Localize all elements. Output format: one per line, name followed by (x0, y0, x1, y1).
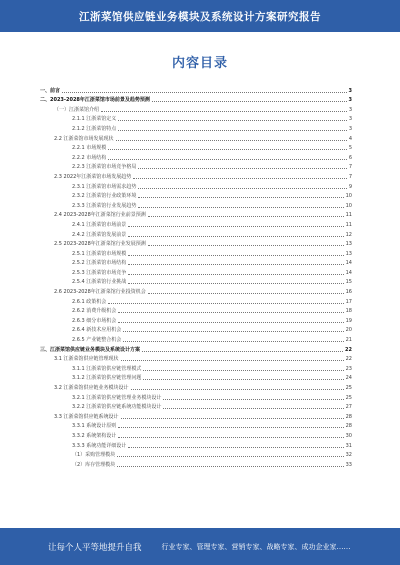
toc-leader-dots (138, 168, 346, 169)
toc-leader-dots (143, 379, 343, 380)
toc-entry-page: 33 (345, 461, 352, 468)
toc-entry[interactable] (40, 276, 352, 286)
toc-leader-dots (128, 447, 343, 448)
toc-entry[interactable] (40, 391, 352, 401)
toc-entry-label: （2）库存管理模块 (72, 461, 116, 468)
toc-entry-page: 27 (345, 404, 352, 411)
toc-leader-dots (128, 255, 343, 256)
toc-leader-dots (138, 197, 343, 198)
toc-leader-dots (118, 130, 347, 131)
toc-entry-label: 2.3.3 江浙菜馆行业发展趋势 (72, 202, 137, 209)
toc-entry-label: 3.1.1 江浙菜馆供应链管理模式 (72, 365, 142, 372)
toc-entry-label: 2.4.1 江浙菜馆市场前景 (72, 221, 127, 228)
toc-entry-label: 3.2 江浙菜馆供应链业务模块设计 (54, 385, 129, 391)
toc-entry-page: 20 (345, 327, 352, 334)
toc-entry[interactable] (40, 94, 352, 104)
toc-entry-page: 4 (348, 135, 352, 142)
toc-entry-page: 25 (345, 394, 352, 401)
toc-entry[interactable] (40, 84, 352, 94)
toc-leader-dots (138, 188, 346, 189)
toc-leader-dots (163, 408, 343, 409)
toc-entry-label: 2.2.1 市场规模 (72, 145, 107, 152)
toc-entry[interactable] (40, 295, 352, 305)
toc-entry[interactable] (40, 362, 352, 372)
toc-entry-page: 13 (345, 250, 352, 257)
toc-entry-label: 2.5.4 江浙菜馆行业挑战 (72, 279, 127, 286)
toc-heading: 内容目录 (171, 56, 228, 71)
toc-entry[interactable] (40, 247, 352, 257)
toc-leader-dots (101, 111, 347, 112)
toc-leader-dots (62, 92, 347, 93)
toc-entry-label: 2.6.3 细分市场机会 (72, 317, 117, 324)
toc-entry-page: 3 (348, 97, 352, 104)
toc-entry-page: 25 (345, 385, 352, 391)
toc-entry[interactable] (40, 170, 352, 180)
toc-entry[interactable] (40, 333, 352, 343)
toc-entry[interactable] (40, 439, 352, 449)
toc-entry-label: 二、2023-2028年江浙菜馆市场前景及趋势预测 (40, 97, 150, 104)
toc-entry[interactable] (40, 324, 352, 334)
toc-entry-label: 2.1.1 江浙菜馆定义 (72, 116, 117, 123)
toc-entry[interactable] (40, 122, 352, 132)
toc-entry-page: 13 (345, 241, 352, 248)
toc-leader-dots (123, 341, 343, 342)
toc-entry-page: 11 (345, 221, 352, 228)
header-banner (0, 0, 400, 32)
toc-entry[interactable] (40, 161, 352, 171)
toc-entry[interactable] (40, 142, 352, 152)
toc-leader-dots (148, 293, 344, 294)
toc-entry-page: 32 (345, 452, 352, 459)
toc-entry-page: 12 (345, 231, 352, 238)
toc-leader-dots (142, 351, 343, 352)
toc-entry-page: 9 (348, 183, 352, 190)
toc-entry-label: 2.6.4 新技术应用机会 (72, 327, 122, 334)
toc-entry[interactable] (40, 381, 352, 391)
toc-leader-dots (118, 322, 343, 323)
toc-leader-dots (163, 399, 343, 400)
toc-leader-dots (138, 207, 343, 208)
toc-entry-label: 2.5.3 江浙菜馆市场竞争 (72, 269, 127, 276)
toc-leader-dots (131, 389, 344, 390)
toc-entry-label: 一、前言 (40, 87, 61, 94)
toc-entry-label: 2.5.2 江浙菜馆市场结构 (72, 260, 127, 267)
footer-banner (0, 528, 400, 565)
toc-entry-page: 28 (345, 413, 352, 420)
toc-entry-page: 3 (348, 116, 352, 123)
toc-entry[interactable] (40, 132, 352, 142)
toc-entry[interactable] (40, 238, 352, 248)
toc-entry-label: 2.4 2023-2028年江浙菜馆行业前景预测 (54, 212, 146, 219)
toc-entry-page: 17 (345, 298, 352, 305)
toc-entry[interactable] (40, 199, 352, 209)
toc-entry-label: 2.5 2023-2028年江浙菜馆行业发展预测 (54, 241, 146, 248)
toc-leader-dots (117, 466, 343, 467)
toc-entry-label: 2.6.5 产业链整合机会 (72, 337, 122, 344)
toc-entry-label: 2.6.2 消费升级机会 (72, 308, 117, 315)
toc-leader-dots (123, 331, 343, 332)
footer-experts: 行业专家、管理专家、营销专家、战略专家、成功企业家…… (161, 542, 351, 551)
footer-slogan: 让每个人平等地提升自我 (48, 542, 142, 553)
toc-leader-dots (148, 245, 344, 246)
toc-entry-page: 5 (348, 145, 352, 152)
toc-entry-label: 2.3.2 江浙菜馆行业政策环境 (72, 193, 137, 200)
toc-entry[interactable] (40, 113, 352, 123)
table-of-contents (40, 84, 352, 468)
toc-entry[interactable] (40, 449, 352, 459)
toc-entry-page: 19 (345, 317, 352, 324)
toc-entry[interactable] (40, 410, 352, 420)
toc-entry-label: 2.4.2 江浙菜馆发展前景 (72, 231, 127, 238)
toc-entry-page: 11 (345, 212, 352, 219)
toc-entry-label: 3.3.1 系统设计原则 (72, 423, 117, 430)
toc-leader-dots (152, 101, 347, 102)
toc-entry-label: 3.1.2 江浙菜馆供应链管理问题 (72, 375, 142, 382)
toc-leader-dots (118, 437, 343, 438)
toc-entry-label: 三、江浙菜馆供应链业务模块及系统设计方案 (40, 346, 141, 353)
toc-entry-page: 22 (345, 346, 352, 353)
toc-entry[interactable] (40, 420, 352, 430)
toc-leader-dots (133, 178, 347, 179)
toc-entry-page: 7 (348, 173, 352, 180)
toc-entry[interactable] (40, 218, 352, 228)
toc-entry[interactable] (40, 314, 352, 324)
toc-entry-page: 30 (345, 432, 352, 439)
toc-entry[interactable] (40, 458, 352, 468)
toc-entry-label: 2.3 2022年江浙菜馆市场发展趋势 (54, 173, 132, 180)
toc-entry[interactable] (40, 305, 352, 315)
toc-entry-label: 3.2.1 江浙菜馆供应链管理业务模块设计 (72, 394, 162, 401)
toc-entry[interactable] (40, 266, 352, 276)
toc-entry-page: 31 (345, 442, 352, 449)
toc-entry-page: 15 (345, 279, 352, 286)
toc-entry[interactable] (40, 180, 352, 190)
toc-entry-label: 3.3.3 系统功能详细设计 (72, 442, 127, 449)
toc-entry-label: 2.3.1 江浙菜馆市场需求趋势 (72, 183, 137, 190)
toc-entry-page: 21 (345, 337, 352, 344)
toc-entry-label: 2.6.1 政策机会 (72, 298, 107, 305)
toc-leader-dots (118, 120, 347, 121)
toc-leader-dots (118, 427, 343, 428)
toc-entry-label: 2.2 江浙菜馆市场发展现状 (54, 135, 114, 142)
toc-entry-label: （一）江浙菜馆介绍 (54, 106, 100, 113)
toc-entry-label: 3.3.2 系统架构设计 (72, 432, 117, 439)
toc-leader-dots (118, 312, 343, 313)
toc-entry-page: 10 (345, 193, 352, 200)
toc-leader-dots (121, 360, 344, 361)
toc-entry-page: 16 (345, 289, 352, 296)
toc-entry-label: 2.1.2 江浙菜馆特点 (72, 125, 117, 132)
toc-entry-page: 28 (345, 423, 352, 430)
toc-leader-dots (128, 264, 343, 265)
toc-entry-page: 24 (345, 375, 352, 382)
toc-entry-page: 3 (348, 125, 352, 132)
toc-entry[interactable] (40, 372, 352, 382)
toc-entry-page: 18 (345, 308, 352, 315)
toc-entry-page: 7 (348, 164, 352, 171)
toc-entry-label: 2.2.3 江浙菜馆市场竞争格局 (72, 164, 137, 171)
toc-entry-page: 22 (345, 356, 352, 363)
toc-leader-dots (108, 149, 347, 150)
toc-entry-page: 23 (345, 365, 352, 372)
toc-entry-page: 3 (348, 106, 352, 113)
toc-leader-dots (128, 236, 343, 237)
toc-leader-dots (117, 456, 343, 457)
toc-leader-dots (128, 226, 343, 227)
toc-leader-dots (121, 418, 344, 419)
toc-entry[interactable] (40, 190, 352, 200)
toc-entry-page: 3 (348, 87, 352, 94)
toc-leader-dots (116, 140, 347, 141)
toc-leader-dots (143, 370, 343, 371)
toc-entry-label: 3.1 江浙菜馆供应链管理现状 (54, 356, 119, 363)
document-title: 江浙菜馆供应链业务模块及系统设计方案研究报告 (79, 10, 321, 23)
toc-entry-label: 3.2.2 江浙菜馆供应链系统功能模块设计 (72, 404, 162, 411)
toc-entry[interactable] (40, 401, 352, 411)
toc-entry[interactable] (40, 353, 352, 363)
toc-leader-dots (128, 274, 343, 275)
toc-entry-label: 2.2.2 市场结构 (72, 154, 107, 161)
toc-entry[interactable] (40, 429, 352, 439)
toc-entry[interactable] (40, 343, 352, 353)
toc-entry-page: 14 (345, 269, 352, 276)
toc-entry[interactable] (40, 257, 352, 267)
toc-entry[interactable] (40, 209, 352, 219)
toc-entry-page: 14 (345, 260, 352, 267)
toc-entry[interactable] (40, 285, 352, 295)
toc-entry-page: 6 (348, 154, 352, 161)
toc-entry[interactable] (40, 151, 352, 161)
toc-entry-label: 3.3 江浙菜馆供应链系统设计 (54, 413, 119, 420)
toc-entry-label: 2.6 2023-2028年江浙菜馆行业投资机会 (54, 289, 146, 296)
toc-leader-dots (128, 283, 343, 284)
toc-entry[interactable] (40, 103, 352, 113)
toc-leader-dots (108, 303, 343, 304)
toc-leader-dots (148, 216, 344, 217)
toc-entry[interactable] (40, 228, 352, 238)
toc-entry-page: 10 (345, 202, 352, 209)
toc-entry-label: 2.5.1 江浙菜馆市场规模 (72, 250, 127, 257)
toc-leader-dots (108, 159, 347, 160)
toc-entry-label: （1）采购管理模块 (72, 452, 116, 459)
